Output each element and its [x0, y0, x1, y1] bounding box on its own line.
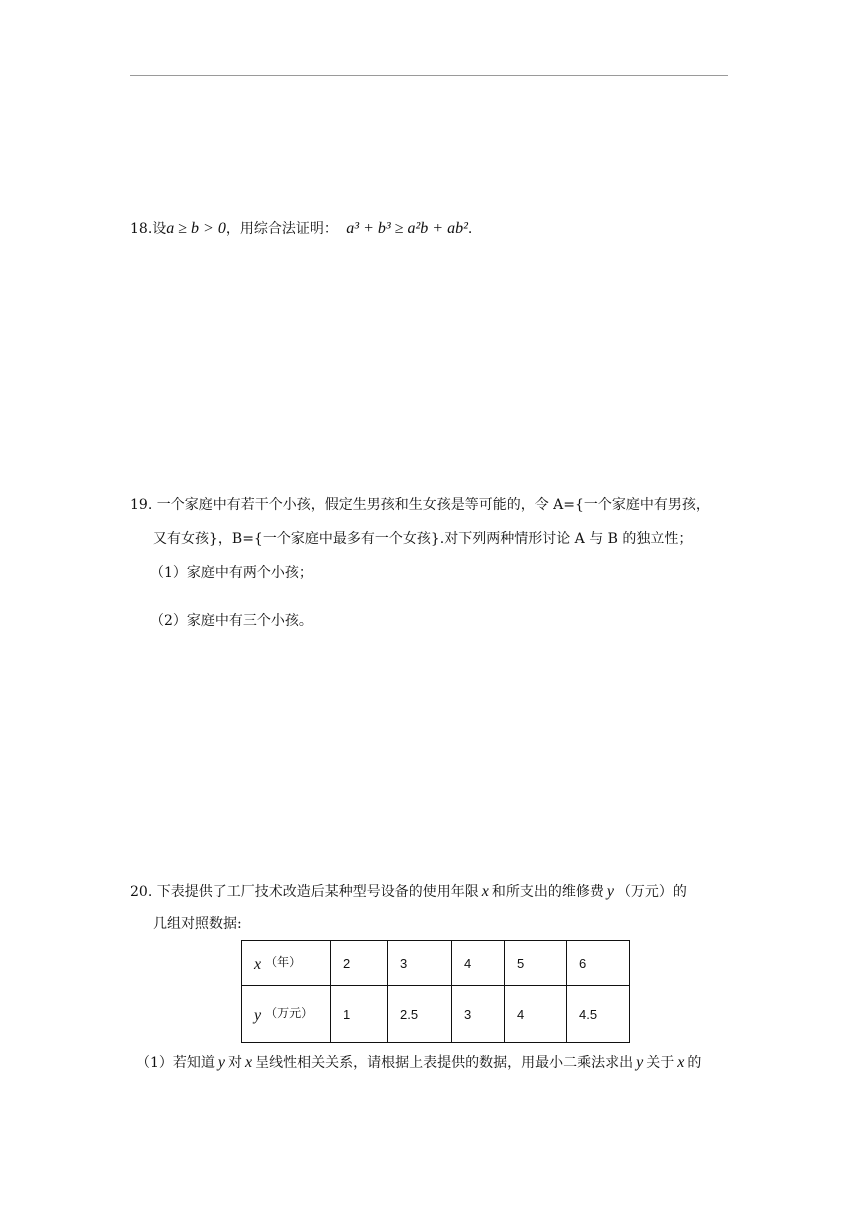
data-table — [241, 940, 630, 1043]
q20p1-text-c: 呈线性相关关系，请根据上表提供的数据，用最小二乘法求出 — [255, 1055, 634, 1071]
table-row — [242, 986, 630, 1043]
table-cell: 3 — [452, 986, 505, 1043]
q20p1-text-d: 关于 — [646, 1055, 675, 1071]
q19-line-2: 又有女孩}，B={一个家庭中最多有一个女孩}.对下列两种情形讨论 A 与 B 的独立性； — [153, 531, 693, 547]
q20-text-a: 20. 下表提供了工厂技术改造后某种型号设备的使用年限 — [130, 884, 479, 900]
q19-line-1: 19. 一个家庭中有若干个小孩，假定生男孩和生女孩是等可能的，令 A={一个家庭中有男孩， — [130, 497, 710, 513]
q20p1-var-y: y — [217, 1054, 226, 1071]
q20p1-text-b: 对 — [228, 1055, 243, 1071]
q20-text-c: （万元）的 — [616, 884, 687, 900]
unit-wanyuan: （万元） — [265, 1005, 314, 1020]
q20p1-text-a: （1）若知道 — [136, 1055, 215, 1071]
q19-part-1: （1）家庭中有两个小孩； — [150, 565, 313, 581]
q18-end: . — [467, 221, 473, 237]
var-y: y — [254, 1006, 262, 1024]
q20-part-1 — [136, 1053, 701, 1073]
q18-middle: ，用综合法证明： — [225, 221, 338, 237]
q20p1-var-y2: y — [636, 1054, 644, 1071]
q20p1-text-e: 的 — [687, 1055, 702, 1071]
q20-line-2: 几组对照数据: — [153, 916, 242, 932]
q19-part-2: （2）家庭中有三个小孩。 — [150, 613, 313, 629]
row-header-x — [242, 941, 331, 986]
table-cell: 1 — [331, 986, 388, 1043]
row-header-y — [242, 986, 331, 1043]
table-row — [242, 941, 630, 986]
q20p1-var-x2: x — [677, 1054, 685, 1071]
q20p1-var-x: x — [245, 1054, 253, 1071]
table-cell: 5 — [505, 941, 567, 986]
q18-inequality: a³ + b³ ≥ a²b + ab² — [346, 220, 468, 237]
q18-condition: a ≥ b > 0 — [166, 220, 226, 237]
table-cell: 3 — [388, 941, 452, 986]
q18-number: 18. — [130, 221, 153, 237]
var-x: x — [254, 955, 262, 973]
q20-var-y: y — [606, 883, 614, 900]
question-18 — [130, 219, 472, 239]
q20-text-b: 和所支出的维修费 — [491, 884, 604, 900]
table-cell: 4 — [452, 941, 505, 986]
q20-line-1 — [130, 882, 687, 902]
table-cell: 2.5 — [388, 986, 452, 1043]
q18-prefix: 设 — [152, 221, 167, 237]
table-cell: 6 — [567, 941, 630, 986]
unit-year: （年） — [265, 954, 302, 969]
header-rule — [130, 75, 728, 76]
table-cell: 4 — [505, 986, 567, 1043]
table-cell: 2 — [331, 941, 388, 986]
table-cell: 4.5 — [567, 986, 630, 1043]
q20-var-x: x — [481, 883, 489, 900]
